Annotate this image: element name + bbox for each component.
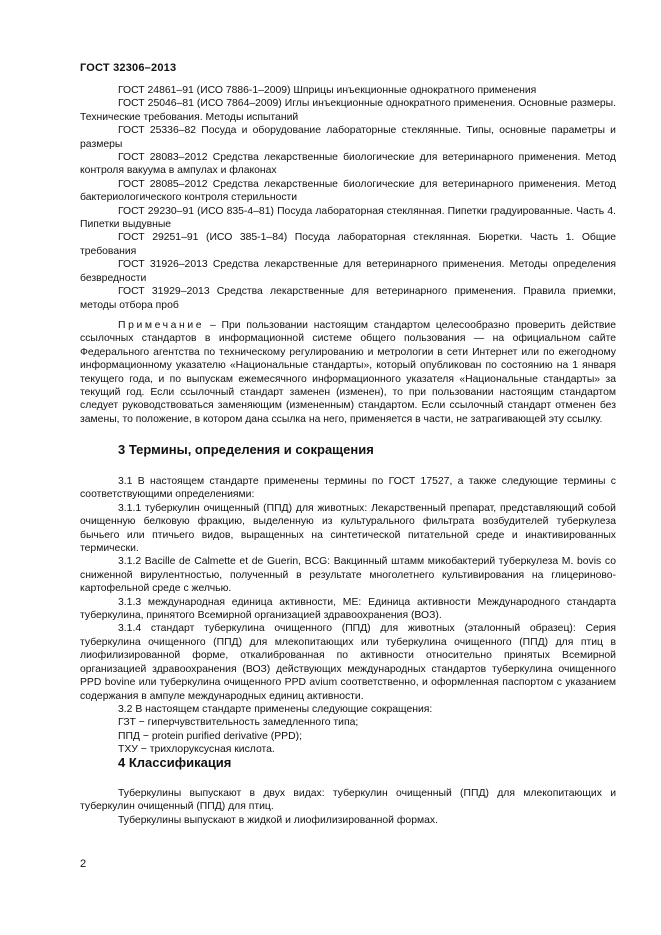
section-3-paragraph: 3.1 В настоящем стандарте применены термины по ГОСТ 17527, а также следующие термины с соответствующими определениями: <box>80 476 616 501</box>
section-3-body <box>80 475 616 757</box>
reference-item: ГОСТ 28085–2012 Средства лекарственные биологические для ветеринарного применения. Метод бактериологического контроля стерильности <box>80 178 616 204</box>
note-block <box>80 319 616 426</box>
section-3-paragraph: 3.1.4 стандарт туберкулина очищенного (ППД) для животных (эталонный образец): Серия туберкулина очищенного (ППД) для млекопитающих или туберкулина очищенного (ППД) для птиц в лиофилизированной форме, откалиброванная по активности относительно принятых Всемирной организацией здравоохранения (ВОЗ) действующих международных стандартов туберкулина очищенного PPD bovine или туберкулина очищенного PPD avium соответственно, и оформленная паспортом с указанием содержания в ампуле международных единиц активности. <box>80 623 616 702</box>
document-header: ГОСТ 32306–2013 <box>80 62 177 74</box>
note-paragraph <box>80 319 616 426</box>
note-lead: Примечание <box>118 320 205 331</box>
reference-item: ГОСТ 31929–2013 Средства лекарственные для ветеринарного применения. Правила приемки, методы отбора проб <box>80 286 616 311</box>
reference-item: ГОСТ 28083–2012 Средства лекарственные биологические для ветеринарного применения. Метод контроля вакуума в ампулах и флаконах <box>80 152 616 177</box>
section-4-paragraph: Туберкулины выпускают в двух видах: туберкулин очищенный (ППД) для млекопитающих и туберкулин очищенный (ППД) для птиц. <box>80 788 616 813</box>
abbreviation-item: ГЗТ − гиперчувствительность замедленного типа; <box>118 717 359 729</box>
section-3-paragraph: 3.1.2 Bacille de Calmette et de Guerin, BCG: Вакцинный штамм микобактерий туберкулеза M. bovis со сниженной вирулентностью, полученный в результате многолетнего культивирования на глицериново-картофельной среде с желчью. <box>80 556 616 595</box>
section-4-paragraph: Туберкулины выпускают в жидкой и лиофилизированной формах. <box>118 814 438 826</box>
reference-item: ГОСТ 29230–91 (ИСО 835-4–81) Посуда лабораторная стеклянная. Пипетки градуированные. Часть 4. Пипетки выдувные <box>80 205 616 231</box>
section-4-body <box>80 787 616 827</box>
abbreviation-item: ТХУ − трихлоруксусная кислота. <box>118 744 275 756</box>
reference-item: ГОСТ 24861–91 (ИСО 7886-1–2009) Шприцы инъекционные однократного применения <box>118 85 537 96</box>
reference-item: ГОСТ 25046–81 (ИСО 7864–2009) Иглы инъекционные однократного применения. Основные размеры. Технические требования. Методы испытаний <box>80 98 616 123</box>
section-3-heading: 3 Термины, определения и сокращения <box>118 442 374 457</box>
reference-item: ГОСТ 31926–2013 Средства лекарственные для ветеринарного применения. Методы определения безвредности <box>80 259 616 284</box>
note-text: – При пользовании настоящим стандартом целесообразно проверить действие ссылочных стандартов в информационной системе общего пользования — на официальном сайте Федерального агентства по техническому регулированию и метрологии в сети Интернет или по ежегодному информационному указателю «Национальные стандарты», который опубликован по состоянию на 1 января текущего года, и по выпускам ежемесячного информационного указателя «Национальные стандарты» за текущий год. Если ссылочный стандарт заменен (изменен), то при пользовании настоящим стандартом следует руководствоваться заменяющим (измененным) стандартом. Если ссылочный стандарт отменен без замены, то положение, в котором дана ссылка на него, применяется в части, не затрагивающей эту ссылку. <box>80 320 616 425</box>
abbreviation-item: ППД − protein purified derivative (PPD); <box>118 730 302 742</box>
section-3-paragraph: 3.1.1 туберкулин очищенный (ППД) для животных: Лекарственный препарат, представляющий собой очищенную белковую фракцию, выделенную из культурального фильтрата возбудителей туберкулеза бычьего или птичьего видов, выращенных на синтетической питательной среде и инактивированных термически. <box>80 502 616 555</box>
section-4-heading: 4 Классификация <box>118 755 232 770</box>
reference-item: ГОСТ 25336–82 Посуда и оборудование лабораторные стеклянные. Типы, основные параметры и размеры <box>80 125 616 150</box>
page-number: 2 <box>80 858 87 870</box>
reference-item: ГОСТ 29251–91 (ИСО 385-1–84) Посуда лабораторная стеклянная. Бюретки. Часть 1. Общие требования <box>80 232 616 257</box>
section-3-paragraph: 3.2 В настоящем стандарте применены следующие сокращения: <box>118 703 433 715</box>
section-3-paragraph: 3.1.3 международная единица активности, МЕ: Единица активности Международного стандарта туберкулина, принятого Всемирной организацией здравоохранения (ВОЗ). <box>80 596 616 622</box>
normative-references-list <box>80 84 616 312</box>
